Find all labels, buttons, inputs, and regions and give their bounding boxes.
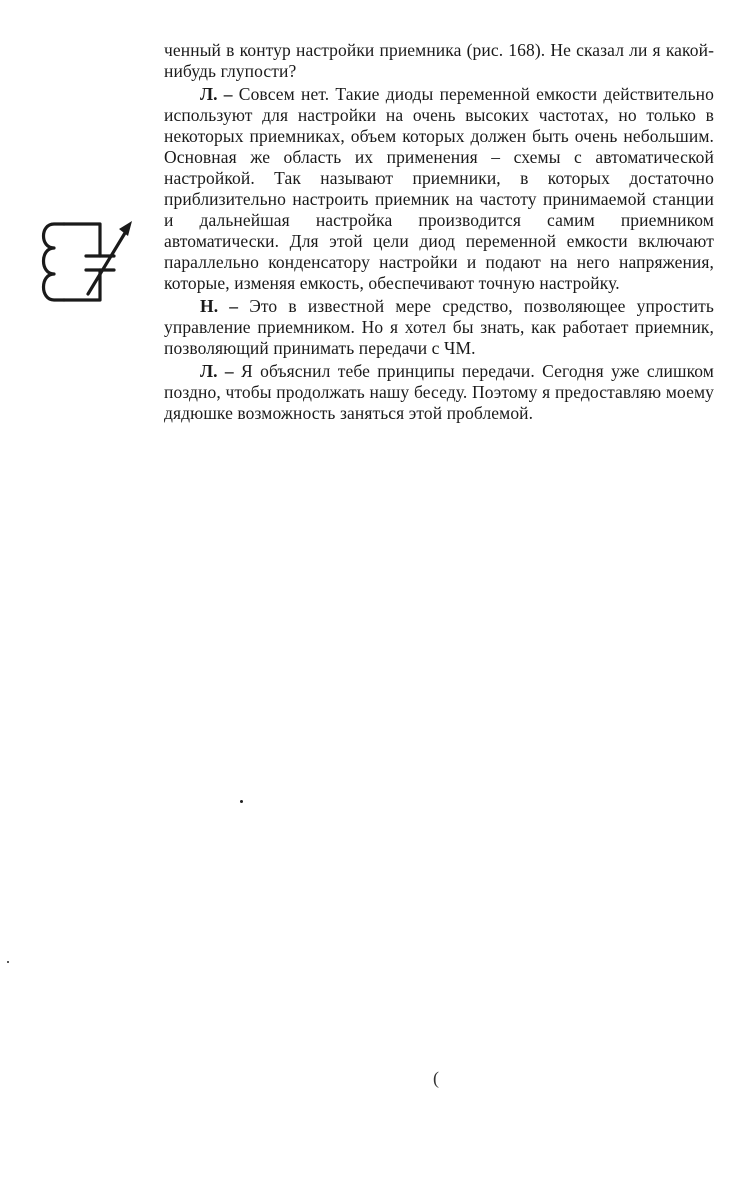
tuning-arrow-shaft bbox=[88, 228, 128, 294]
dialogue-paragraph-1 bbox=[164, 84, 714, 294]
dialogue-paragraph-2 bbox=[164, 296, 714, 359]
dialogue-paragraph-3 bbox=[164, 361, 714, 424]
speaker-label: Н. – bbox=[200, 296, 239, 316]
print-speck bbox=[240, 800, 243, 803]
tuning-arrow-head bbox=[119, 221, 132, 236]
dialogue-text: Это в известной мере средство, позволяющее упростить управление приемником. Но я хотел бы знать, как работает приемник, позволяющий принимать передачи с ЧМ. bbox=[164, 296, 714, 358]
circuit-wire-top bbox=[64, 224, 100, 256]
body-text bbox=[164, 40, 714, 426]
speaker-label: Л. – bbox=[200, 84, 233, 104]
inductor-coil-icon bbox=[44, 224, 65, 300]
print-mark: ( bbox=[433, 1068, 439, 1088]
speaker-label: Л. – bbox=[200, 361, 234, 381]
print-speck bbox=[7, 961, 9, 963]
dialogue-text: Совсем нет. Такие диоды переменной емкости действительно используют для настройки на очень высоких частотах, но только в некоторых приемниках, объем которых должен быть очень небольшим. Основная же область их применения – схемы с автоматической настройкой. Так называют приемники, в которых достаточно приблизительно настроить приемник на частоту принимаемой станции и дальнейшая настройка производится самим приемником автоматически. Для этой цели диод переменной емкости включают параллельно конденсатору настройки и подают на него напряжения, которые, изменяя емкость, обеспечивают точную настройку. bbox=[164, 84, 714, 293]
variable-capacitor-diagram bbox=[34, 218, 138, 310]
dialogue-text: Я объяснил тебе принципы передачи. Сегодня уже слишком поздно, чтобы продолжать нашу беседу. Поэтому я предоставляю моему дядюшке возможность заняться этой проблемой. bbox=[164, 361, 714, 423]
continuation-paragraph: ченный в контур настройки приемника (рис. 168). Не сказал ли я какой-нибудь глупости? bbox=[164, 40, 714, 81]
